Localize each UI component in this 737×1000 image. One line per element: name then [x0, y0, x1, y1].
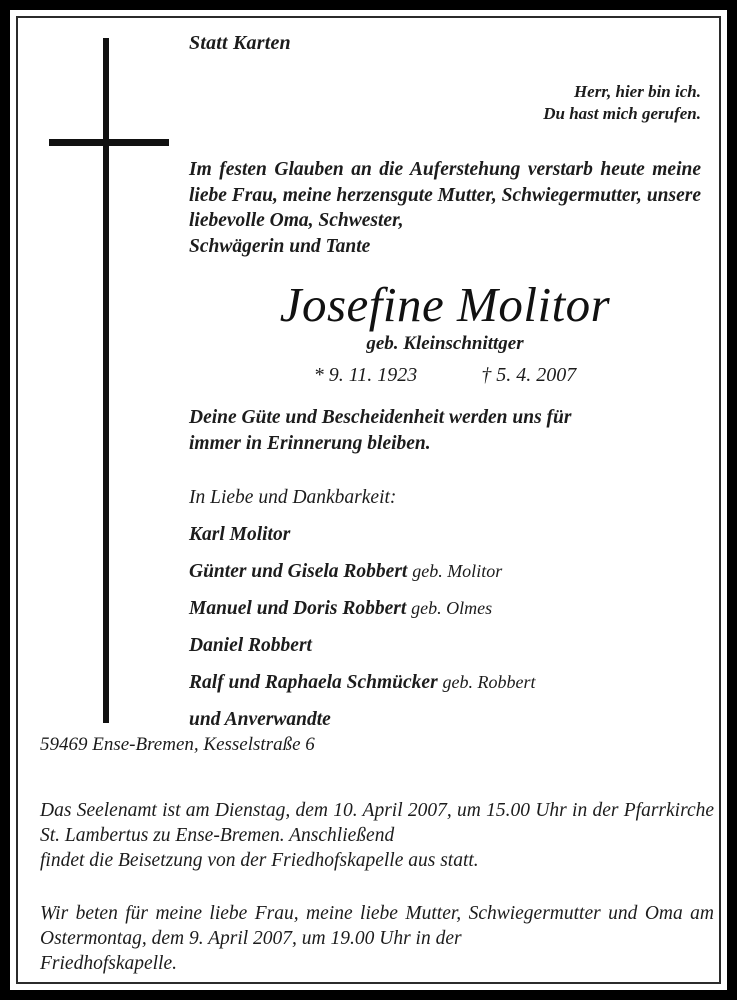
list-item: [189, 634, 701, 657]
intro-line-1: Im festen Glauben an die Auferstehung verstarb: [189, 159, 593, 180]
prayer-paragraph: [40, 901, 714, 976]
prayer-line-2: und Oma am Ostermontag, dem 9. April 2007, um 19.00 Uhr in der: [40, 903, 715, 949]
mourner-name: Karl Molitor: [189, 524, 291, 545]
memorial-line-1: Deine Güte und Bescheidenheit werden uns für: [189, 407, 572, 428]
mourner-nee: geb. Robbert: [442, 672, 536, 692]
mourner-nee: geb. Olmes: [411, 598, 493, 618]
list-item: [189, 560, 701, 583]
intro-line-2: heute meine liebe Frau, meine herzensgute Mutter,: [189, 159, 701, 206]
verse-block: [189, 81, 701, 125]
mourner-name: und Anverwandte: [189, 709, 331, 730]
mourner-name: Günter und Gisela Robbert: [189, 561, 408, 582]
list-item: [189, 523, 701, 546]
intro-line-4: Schwägerin und Tante: [189, 235, 371, 257]
notice-footer-column: [40, 734, 714, 976]
deceased-name: Josefine Molitor: [279, 277, 611, 332]
list-item: [189, 708, 701, 731]
memorial-paragraph: [189, 405, 701, 456]
mourner-list: [189, 523, 701, 731]
life-dates: [189, 364, 701, 387]
death-date: † 5. 4. 2007: [481, 364, 577, 386]
intro-paragraph: [189, 157, 701, 259]
service-line-1: Das Seelenamt ist am Dienstag, dem 10. April 2007, um 15.00 Uhr: [40, 800, 567, 821]
mourner-name: Daniel Robbert: [189, 635, 312, 656]
verse-line-2: Du hast mich gerufen.: [543, 104, 701, 123]
prayer-line-1: Wir beten für meine liebe Frau, meine liebe Mutter, Schwiegermutter: [40, 903, 601, 924]
address-line: 59469 Ense-Bremen, Kesselstraße 6: [40, 734, 315, 755]
memorial-line-2: immer in Erinnerung bleiben.: [189, 432, 431, 454]
mourning-border-gap: [10, 10, 727, 990]
statt-karten-heading: Statt Karten: [189, 32, 291, 54]
obituary-card: [16, 16, 721, 984]
list-item: [189, 671, 701, 694]
mourner-nee: geb. Molitor: [412, 561, 503, 581]
notice-main-column: [189, 32, 701, 731]
service-paragraph: [40, 798, 714, 873]
latin-cross-icon: [40, 38, 180, 723]
thanks-heading: In Liebe und Dankbarkeit:: [189, 487, 397, 508]
service-line-2: in der Pfarrkirche St. Lambertus zu Ense-Bremen. Anschließend: [40, 800, 715, 846]
mourner-name: Manuel und Doris Robbert: [189, 598, 407, 619]
birth-date: * 9. 11. 1923: [313, 364, 418, 386]
cross-horizontal-bar: [49, 139, 169, 146]
intro-line-3: Schwiegermutter, unsere liebevolle Oma, Schwester,: [189, 184, 701, 231]
mourner-name: Ralf und Raphaela Schmücker: [189, 672, 438, 693]
service-line-3: findet die Beisetzung von der Friedhofskapelle aus statt.: [40, 850, 479, 871]
list-item: [189, 597, 701, 620]
prayer-line-3: Friedhofskapelle.: [40, 953, 178, 974]
verse-line-1: Herr, hier bin ich.: [573, 82, 701, 101]
deceased-maiden-name: geb. Kleinschnittger: [366, 333, 524, 354]
